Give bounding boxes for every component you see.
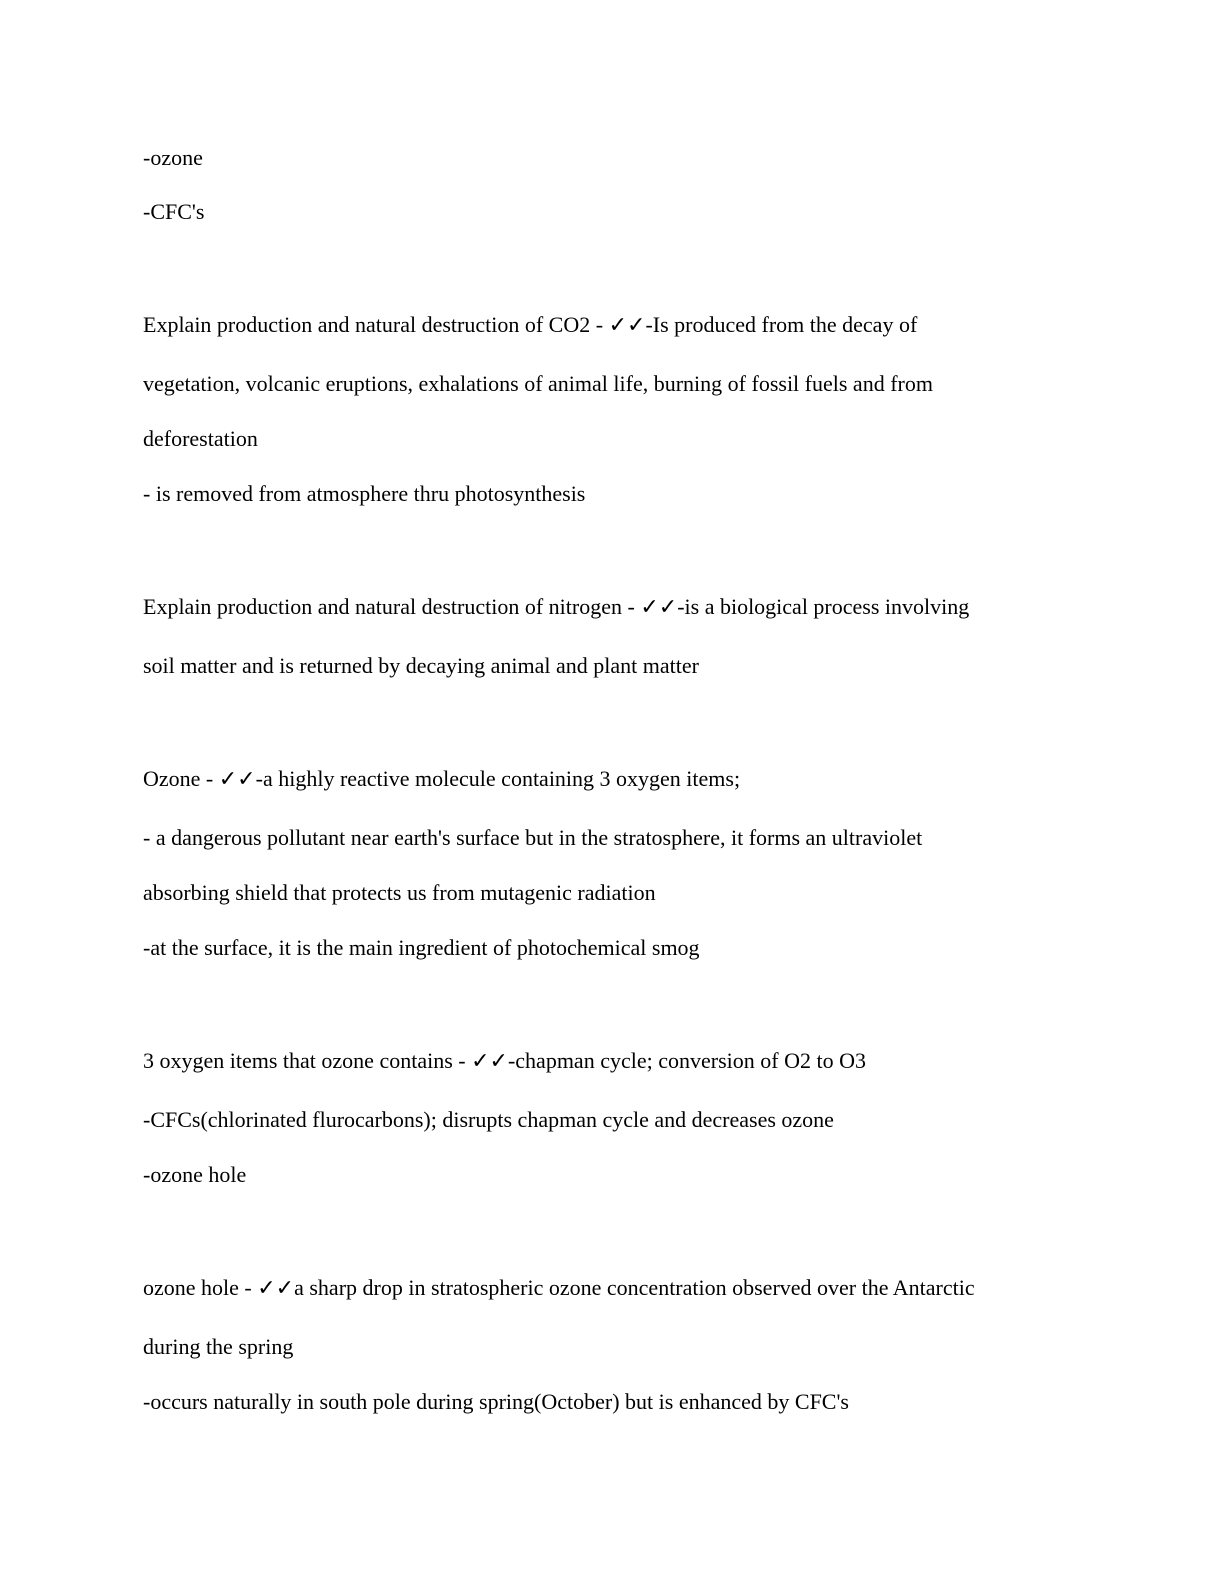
checkmark-icon: ✓✓ (218, 767, 256, 792)
text-line: -ozone hole (143, 1162, 247, 1187)
question-line (143, 768, 740, 791)
question-text: Ozone - (143, 766, 219, 791)
checkmark-icon: ✓✓ (640, 595, 678, 620)
text-line: -ozone (143, 145, 203, 170)
question-text: ozone hole - (143, 1275, 258, 1300)
question-line (143, 1050, 866, 1073)
answer-text: -is a biological process involving (677, 594, 970, 619)
text-line: vegetation, volcanic eruptions, exhalations of animal life, burning of fossil fuels and from (143, 371, 933, 396)
text-line: -occurs naturally in south pole during spring(October) but is enhanced by CFC's (143, 1389, 849, 1414)
text-line: soil matter and is returned by decaying animal and plant matter (143, 653, 699, 678)
question-text: Explain production and natural destruction of nitrogen - (143, 594, 641, 619)
question-line (143, 596, 969, 619)
text-line: deforestation (143, 426, 258, 451)
answer-text: -a highly reactive molecule containing 3 oxygen items; (255, 766, 741, 791)
text-line: during the spring (143, 1334, 294, 1359)
checkmark-icon: ✓✓ (608, 313, 646, 338)
answer-text: a sharp drop in stratospheric ozone concentration observed over the Antarctic (294, 1275, 975, 1300)
question-line (143, 1277, 975, 1300)
answer-text: -Is produced from the decay of (645, 312, 918, 337)
answer-text: -chapman cycle; conversion of O2 to O3 (507, 1048, 866, 1073)
question-text: Explain production and natural destruction of CO2 - (143, 312, 609, 337)
text-line: absorbing shield that protects us from mutagenic radiation (143, 880, 656, 905)
checkmark-icon: ✓✓ (471, 1049, 508, 1074)
checkmark-icon: ✓✓ (257, 1276, 295, 1301)
question-line (143, 314, 917, 337)
text-line: -at the surface, it is the main ingredient of photochemical smog (143, 935, 700, 960)
question-text: 3 oxygen items that ozone contains - (143, 1048, 472, 1073)
text-line: - a dangerous pollutant near earth's surface but in the stratosphere, it forms an ultraviolet (143, 825, 923, 850)
text-line: -CFC's (143, 199, 205, 224)
text-line: - is removed from atmosphere thru photosynthesis (143, 481, 586, 506)
text-line: -CFCs(chlorinated flurocarbons); disrupts chapman cycle and decreases ozone (143, 1107, 834, 1132)
